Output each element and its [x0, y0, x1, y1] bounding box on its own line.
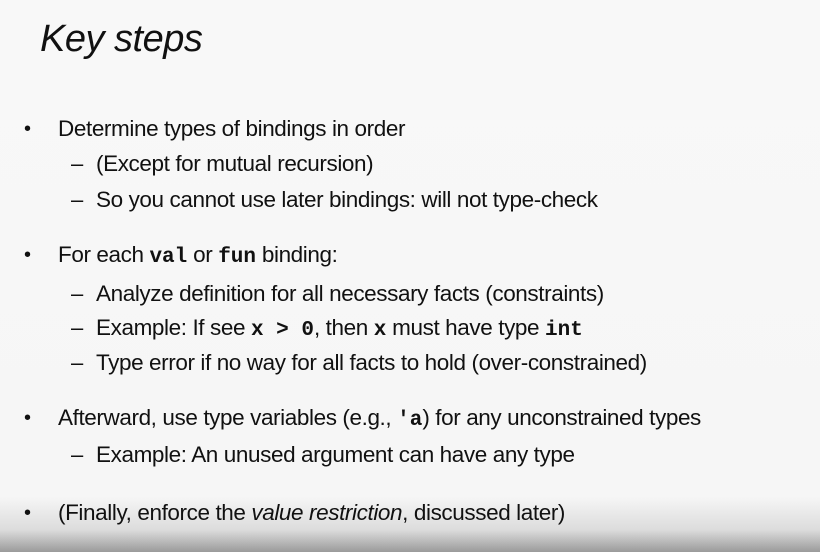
sub-bullet-marker: –: [71, 350, 84, 375]
bullet-4-text-part: , discussed later): [402, 500, 566, 525]
bullet-1-sub-2: So you cannot use later bindings: will not type-check: [96, 187, 598, 212]
bullet-2-text-part: binding:: [256, 242, 338, 267]
code-int: int: [545, 319, 583, 342]
bullet-marker: •: [24, 502, 32, 524]
sub-bullet-marker: –: [71, 151, 84, 176]
sub-bullet-marker: –: [71, 315, 84, 340]
bullet-marker: •: [24, 407, 32, 429]
bullet-3-sub-1: Example: An unused argument can have any type: [96, 442, 575, 467]
sub-bullet-marker: –: [71, 281, 84, 306]
emphasis-value-restriction: value restriction: [251, 500, 403, 525]
bullet-2-text: [58, 242, 337, 269]
code-fun: fun: [218, 246, 256, 269]
bullet-4-text: [58, 500, 565, 526]
sub-bullet-marker: –: [71, 442, 84, 467]
bullet-2-text-part: or: [187, 242, 219, 267]
bullet-2-text-part: For each: [58, 242, 150, 267]
bullet-2-sub-1: Analyze definition for all necessary facts (constraints): [96, 281, 604, 306]
bullet-marker: •: [24, 118, 32, 140]
sub-text-part: Example: If see: [96, 315, 251, 340]
bullet-3-text-part: ) for any unconstrained types: [422, 405, 701, 430]
bullet-2-sub-3: Type error if no way for all facts to hold (over-constrained): [96, 350, 647, 375]
code-val: val: [149, 246, 188, 269]
code-type-var: 'a: [397, 409, 423, 432]
code-x-gt-0: x > 0: [250, 319, 314, 342]
sub-text-part: , then: [313, 315, 374, 340]
bullet-3-text-part: Afterward, use type variables (e.g.,: [58, 405, 398, 430]
bullet-marker: •: [24, 244, 32, 266]
bullet-1-sub-1: (Except for mutual recursion): [96, 151, 374, 176]
code-x: x: [373, 319, 387, 342]
sub-bullet-marker: –: [71, 187, 84, 212]
sub-text-part: must have type: [386, 315, 545, 340]
bullet-3-text: [58, 405, 701, 432]
bullet-2-sub-2: [96, 315, 583, 342]
bullet-1-text: Determine types of bindings in order: [58, 116, 406, 141]
slide-title: Key steps: [40, 18, 203, 60]
bullet-4-text-part: (Finally, enforce the: [58, 500, 252, 525]
